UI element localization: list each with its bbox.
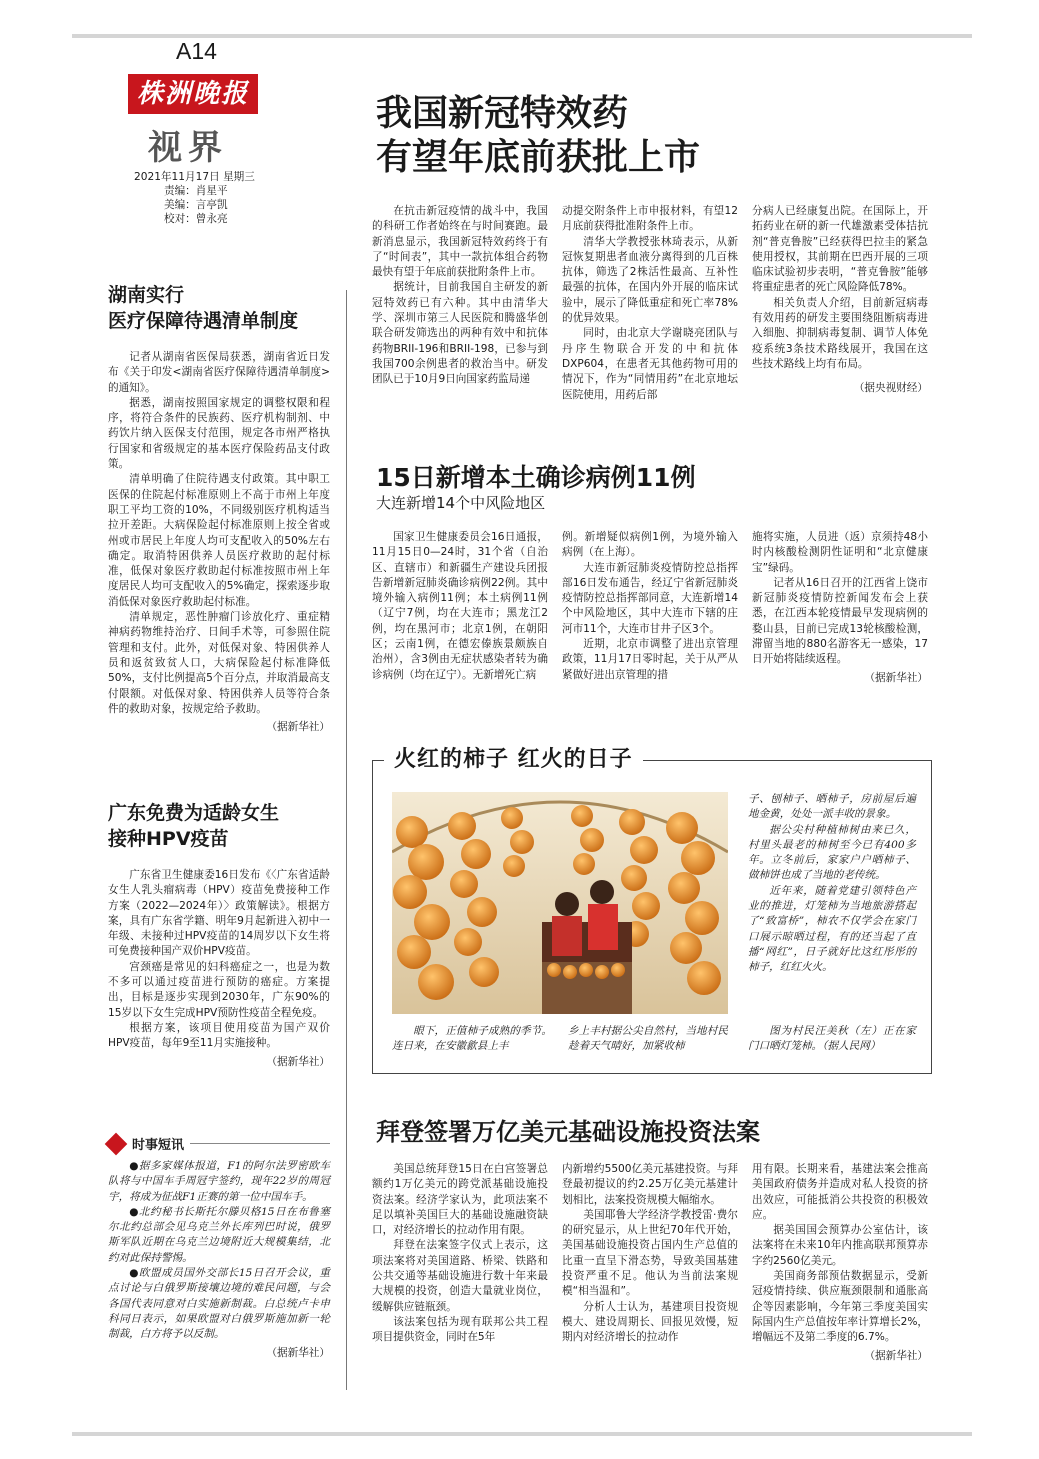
paragraph: 美国商务部预估数据显示，受新冠疫情持续、供应瓶颈限制和通胀高企等因素影响，今年第三季度美国实际国内生产总值按年率计算增长2%，增幅远不及第二季度的6.7%。 (752, 1270, 928, 1344)
persimmon-photo-illustration (392, 792, 728, 1014)
source-credit: （据央视财经） (853, 382, 928, 395)
paragraph: 分病人已经康复出院。在国际上，开拓药业在研的新一代雄激素受体拮抗剂“普克鲁胺”已经获得巴拉圭的紧急使用授权，其前期在巴西开展的三项临床试验初步表明，“普克鲁胺”能够将重症患者的死亡风险降低78%。 (752, 205, 928, 294)
biden-col-2 (562, 1162, 738, 1346)
covid-headline: 15日新增本土确诊病例11例 (376, 463, 696, 492)
source-credit: （据新华社） (266, 1055, 330, 1068)
paragraph: 子、刨柿子、晒柿子，房前屋后遍地金黄，处处一派丰收的景象。 (748, 793, 916, 821)
brief-item: ●北约秘书长斯托尔滕贝格15日在布鲁塞尔北约总部会见乌克兰外长库列巴时说，俄罗斯军队近期在乌克兰边境附近大规模集结，北约对此保持警惕。 (108, 1205, 330, 1264)
paragraph: 清华大学教授张林琦表示，从新冠恢复期患者血液分离得到的几百株抗体，筛选了2株活性最高、互补性最强的抗体，在国内外开展的临床试验中，展示了降低重症和死亡率78%的优异效果。 (562, 235, 738, 325)
covid-col-3 (752, 530, 928, 685)
paragraph: 用有限。长期来看，基建法案会推高美国政府债务并造成对私人投资的挤出效应，可能抵消公共投资的积极效应。 (752, 1163, 928, 1221)
paragraph: 清单规定，恶性肿瘤门诊放化疗、重症精神病药物维持治疗、日间手术等，可参照住院管理和支付。此外，对低保对象、特困供养人员和返贫致贫人口，大病保险起付标准降低50%，支付比例提高5个百分点，并取消最高支付限额。对低保对象、特困供养人员等符合条件的救助对象，按规定给予救助。 (108, 611, 330, 715)
paper-name: 株洲晚报 (136, 79, 249, 109)
column-divider (346, 290, 347, 1390)
source-credit: （据新华社） (266, 1346, 330, 1359)
news-brief-title: 时事短讯 (132, 1138, 185, 1153)
biden-headline: 拜登签署万亿美元基础设施投资法案 (376, 1118, 760, 1146)
headline-line: 我国新冠特效药 (376, 93, 629, 134)
paragraph: 动提交附条件上市申报材料，有望12月底前获得批准附条件上市。 (562, 205, 738, 233)
divider (190, 1143, 330, 1144)
photo-caption-col-2 (568, 1024, 728, 1055)
article-medical-insurance (108, 282, 330, 734)
persimmon-photo (392, 792, 728, 1014)
paragraph: 大连市新冠肺炎疫情防控总指挥部16日发布通告，经辽宁省新冠肺炎疫情防控总指挥部同意，大连新增14个中风险地区，其中大连市下辖的庄河市11个，大连市甘井子区3个。 (562, 561, 738, 635)
credit-designer: 美编：言亭凯 (164, 199, 228, 211)
title-line: 广东免费为适龄女生 (108, 802, 280, 824)
lead-col-1 (372, 204, 548, 388)
paragraph: 内新增约5500亿美元基建投资。与拜登最初提议的约2.25万亿美元基建计划相比，法案投资规模大幅缩水。 (562, 1163, 738, 1206)
masthead-logo (128, 74, 258, 114)
credit-proofreader: 校对：曾永亮 (164, 213, 228, 225)
photo-feature-title: 火红的柿子 红火的日子 (384, 742, 643, 773)
source-credit: （据新华社） (266, 721, 330, 734)
issue-date: 2021年11月17日 星期三 (134, 171, 255, 183)
page-number: A14 (176, 38, 217, 64)
bottom-rule (72, 1432, 972, 1436)
paragraph: 据公尖村种植柿树由来已久，村里头最老的柿树至今已有400多年。立冬前后，家家户户晒柿子、做柿饼也成了当地的老传统。 (748, 823, 916, 882)
photo-caption-col-1 (392, 1024, 552, 1055)
paragraph: 分析人士认为，基建项目投资规模大、建设周期长、回报见效慢，短期内对经济增长的拉动作 (562, 1300, 738, 1344)
biden-col-1 (372, 1162, 548, 1346)
credit-editor: 责编：肖星平 (164, 185, 228, 197)
paragraph: 宫颈癌是常见的妇科癌症之一，也是为数不多可以通过疫苗进行预防的癌症。方案提出，目标是逐步实现到2030年，广东90%的15岁以下女生完成HPV预防性疫苗全程免疫。 (108, 960, 330, 1019)
paragraph: 记者从16日召开的江西省上饶市新冠肺炎疫情防控新闻发布会上获悉，在江西本轮疫情最早发现病例的婺山县，目前已完成13轮核酸检测，滞留当地的880名游客无一感染，17日开始将陆续返程。 (752, 576, 928, 666)
covid-col-1 (372, 530, 548, 683)
biden-col-3 (752, 1162, 928, 1363)
paragraph: 该法案包括为现有联邦公共工程项目提供资金，同时在5年 (372, 1315, 548, 1344)
lead-col-3 (752, 204, 928, 395)
paragraph: 国家卫生健康委员会16日通报，11月15日0—24时，31个省（自治区、直辖市）和新疆生产建设兵团报告新增新冠肺炎确诊病例22例。其中境外输入病例11例；本土病例11例（辽宁7例，均在大连市；黑龙江2例，均在黑河市；北京1例，在朝阳区；云南1例，在德宏傣族景颇族自治州），含3例由无症状感染者转为确诊病例（均在辽宁）。无新增死亡病 (372, 531, 548, 681)
covid-subheadline: 大连新增14个中风险地区 (376, 494, 546, 512)
paragraph: 同时，由北京大学谢晓亮团队与丹序生物联合开发的中和抗体DXP604，在患者无其他药物可用的情况下，作为“同情用药”在北京地坛医院使用，用药后部 (562, 327, 738, 401)
diamond-icon (105, 1132, 128, 1155)
caption: 眼下，正值柿子成熟的季节。连日来，在安徽歙县上丰 (392, 1025, 552, 1053)
source-credit: （据新华社） (864, 671, 928, 684)
paragraph: 根据方案，该项目使用疫苗为国产双价HPV疫苗，每年9至11月实施接种。 (108, 1021, 330, 1050)
paragraph: 拜登在法案签字仪式上表示，这项法案将对美国道路、桥梁、铁路和公共交通等基础设施进行数十年来最大规模的投资，创造大量就业岗位，缓解供应链瓶颈。 (372, 1239, 548, 1313)
lead-col-2 (562, 204, 738, 403)
source-credit: （据新华社） (864, 1349, 928, 1362)
news-brief (108, 1134, 330, 1360)
paragraph: 美国总统拜登15日在白宫签署总额约1万亿美元的跨党派基础设施投资法案。经济学家认为，此项法案不足以填补美国巨大的基础设施融资缺口，对经济增长的拉动作用有限。 (372, 1163, 548, 1237)
paragraph: 近期，北京市调整了进出京管理政策，11月17日零时起，关于从严从紧做好进出京管理的措 (562, 638, 738, 681)
paragraph: 据悉，湖南按照国家规定的调整权限和程序，将符合条件的民族药、医疗机构制剂、中药饮片纳入医保支付范围，规定各市州严格执行国家和省级规定的基本医疗保险药品支付政策。 (108, 396, 330, 471)
paragraph: 广东省卫生健康委16日发布《〈广东省适龄女生人乳头瘤病毒（HPV）疫苗免费接种工作方案（2022—2024年）〉政策解读》。根据方案，具有广东省学籍、明年9月起新进入初中一年级、未接种过HPV疫苗的14周岁以下女生将可免费接种国产双价HPV疫苗。 (108, 869, 330, 958)
paragraph: 例。新增疑似病例1例，为境外输入病例（在上海）。 (562, 531, 738, 559)
paragraph: 据美国国会预算办公室估计，该法案将在未来10年内推高联邦预算赤字约2560亿美元。 (752, 1224, 928, 1267)
paragraph: 在抗击新冠疫情的战斗中，我国的科研工作者始终在与时间赛跑。最新消息显示，我国新冠特效药终于有了“时间表”，其中一款抗体组合药物最快有望于年底前获批附条件上市。 (372, 205, 548, 279)
news-brief-header (108, 1134, 330, 1153)
photo-caption-col-3 (748, 1024, 916, 1055)
article-title (108, 282, 330, 334)
paragraph: 近年来，随着党建引领特色产业的推进，灯笼柿为当地旅游搭起了“致富桥”，柿农不仅学会在家门口展示晾晒过程，有的还当起了直播“网红”，日子就好比这红彤彤的柿子，红红火火。 (748, 884, 916, 974)
brief-item: ●据多家媒体报道，F1的阿尔法罗密欧车队将与中国车手周冠宇签约，现年22岁的周冠宇，将成为征战F1正赛的第一位中国车手。 (108, 1160, 330, 1203)
paragraph: 记者从湖南省医保局获悉，湖南省近日发布《关于印发<湖南省医疗保障待遇清单制度>的通知》。 (108, 351, 330, 394)
photo-feature-text (748, 792, 916, 976)
headline-line: 有望年底前获批上市 (376, 137, 701, 178)
caption: 图为村民汪美秋（左）正在家门口晒灯笼柿。（据人民网） (748, 1025, 916, 1053)
title-line: 医疗保障待遇清单制度 (108, 310, 299, 332)
brief-item: ●欧盟成员国外交部长15日召开会议，重点讨论与白俄罗斯接壤边境的难民问题，与会各国代表同意对白实施新制裁。白总统卢卡申科同日表示，如果欧盟对白俄罗斯施加新一轮制裁，白方将予以反制。 (108, 1267, 330, 1341)
lead-headline (376, 92, 700, 180)
covid-col-2 (562, 530, 738, 683)
caption: 乡上丰村据公尖自然村，当地村民趁着天气晴好，加紧收柿 (568, 1025, 728, 1053)
section-title: 视界 (148, 128, 228, 168)
paragraph: 美国耶鲁大学经济学教授雷·费尔的研究显示，从上世纪70年代开始，美国基础设施投资占国内生产总值的比重一直呈下滑态势，导致美国基建投资严重不足。他认为当前法案规模“相当温和”。 (562, 1208, 738, 1298)
paragraph: 相关负责人介绍，目前新冠病毒有效用药的研发主要围绕阻断病毒进入细胞、抑制病毒复制、调节人体免疫系统3条技术路线展开，我国在这些技术路线上均有布局。 (752, 296, 928, 370)
masthead-info (134, 170, 255, 226)
paragraph: 清单明确了住院待遇支付政策。其中职工医保的住院起付标准原则上不高于市州上年度职工平均工资的10%，不同级别医疗机构适当拉开差距。大病保险起付标准原则上按全省或州或市居民上年度人均可支配收入的50%左右确定。取消特困供养人员医疗救助的起付标准，低保对象医疗救助起付标准按照市州上年度居民人均可支配收入的5%确定，探索逐步取消低保对象医疗救助起付标准。 (108, 473, 330, 608)
title-line: 湖南实行 (108, 284, 185, 306)
paragraph: 施将实施，人员进（返）京须持48小时内核酸检测阴性证明和“北京健康宝”绿码。 (752, 531, 928, 574)
paragraph: 据统计，目前我国自主研发的新冠特效药已有六种。其中由清华大学、深圳市第三人民医院和腾盛华创联合研发筛选出的两种有效中和抗体药物BRII-196和BRII-198，已参与到我国700余例患者的救治当中。研发团队已于10月9日向国家药监局递 (372, 281, 548, 386)
article-hpv-vaccine (108, 800, 330, 1069)
article-title (108, 800, 330, 852)
title-line: 接种HPV疫苗 (108, 828, 229, 850)
